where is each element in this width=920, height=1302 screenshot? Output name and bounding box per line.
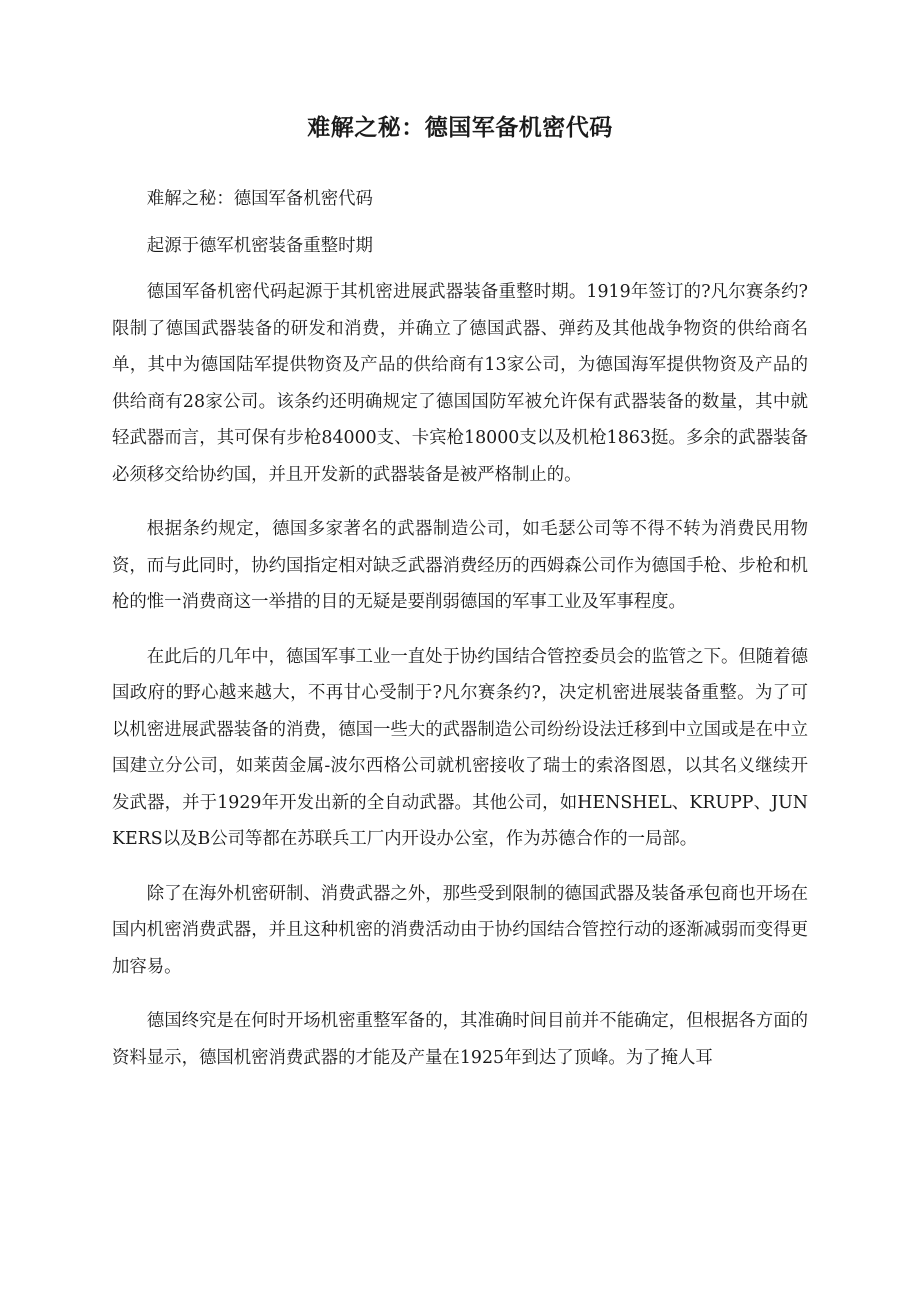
- paragraph: 除了在海外机密研制、消费武器之外，那些受到限制的德国武器及装备承包商也开场在国内机密消费武器，并且这种机密的消费活动由于协约国结合管控行动的逐渐减弱而变得更加容易。: [112, 883, 808, 977]
- paragraph: 德国军备机密代码起源于其机密进展武器装备重整时期。1919年签订的?凡尔赛条约?限制了德国武器装备的研发和消费，并确立了德国武器、弹药及其他战争物资的供给商名单，其中为德国陆军提供物资及产品的供给商有13家公司，为德国海军提供物资及产品的供给商有28家公司。该条约还明确规定了德国国防军被允许保有武器装备的数量，其中就轻武器而言，其可保有步枪84000支、卡宾枪18000支以及机枪1863挺。多余的武器装备必须移交给协约国，并且开发新的武器装备是被严格制止的。: [112, 282, 808, 485]
- paragraph-section-heading: 起源于德军机密装备重整时期: [146, 235, 373, 256]
- paragraph-subtitle: 难解之秘：德国军备机密代码: [146, 189, 373, 209]
- paragraph: 根据条约规定，德国多家著名的武器制造公司，如毛瑟公司等不得不转为消费民用物资，而与此同时，协约国指定相对缺乏武器消费经历的西姆森公司作为德国手枪、步枪和机枪的惟一消费商这一举措的目的无疑是要削弱德国的军事工业及军事程度。: [112, 519, 808, 612]
- paragraph: 在此后的几年中，德国军事工业一直处于协约国结合管控委员会的监管之下。但随着德国政府的野心越来越大，不再甘心受制于?凡尔赛条约?，决定机密进展装备重整。为了可以机密进展武器装备的消费，德国一些大的武器制造公司纷纷设法迁移到中立国或是在中立国建立分公司，如莱茵金属-波尔西格公司就机密接收了瑞士的索洛图恩，以其名义继续开发武器，并于1929年开发出新的全自动武器。其他公司，如HENSHEL、KRUPP、JUNKERS以及B公司等都在苏联兵工厂内开设办公室，作为苏德合作的一局部。: [112, 646, 808, 849]
- document-body: [112, 181, 808, 1094]
- paragraph: 德国终究是在何时开场机密重整军备的，其准确时间目前并不能确定，但根据各方面的资料显示，德国机密消费武器的才能及产量在1925年到达了顶峰。为了掩人耳: [112, 1011, 808, 1068]
- document-title: 难解之秘：德国军备机密代码: [307, 115, 613, 141]
